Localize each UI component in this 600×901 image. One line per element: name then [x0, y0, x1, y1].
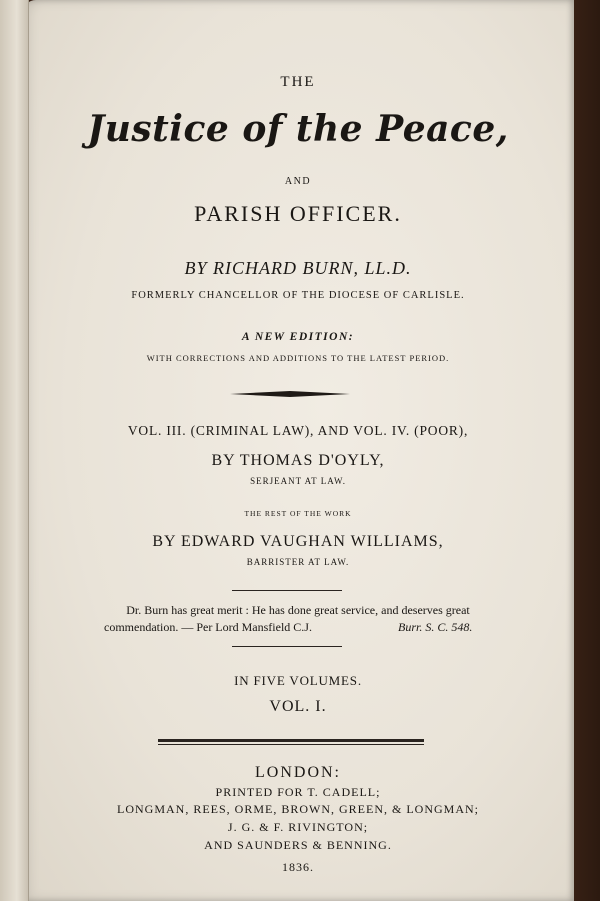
volumes-line: VOL. III. (CRIMINAL LAW), AND VOL. IV. (POOR),	[127, 423, 469, 438]
main-title: Justice of the Peace,	[87, 108, 509, 150]
thin-rule	[158, 744, 424, 745]
printer-line-4: AND SAUNDERS & BENNING.	[204, 838, 392, 852]
volume-number: VOL. I.	[269, 698, 327, 715]
quote-line-2-citation: Burr. S. C. 548.	[398, 620, 473, 634]
and-label: AND	[284, 176, 312, 187]
printer-line-2: LONGMAN, REES, ORME, BROWN, GREEN, & LONGMAN;	[117, 802, 479, 816]
editor1-role: SERJEANT AT LAW.	[250, 476, 346, 486]
printer-line-1: PRINTED FOR T. CADELL;	[215, 785, 381, 799]
quote-line-2-attribution: commendation. — Per Lord Mansfield C.J.	[104, 620, 312, 634]
editor1: BY THOMAS D'OYLY,	[211, 452, 385, 469]
ornamental-rule	[230, 390, 350, 398]
author-role: FORMERLY CHANCELLOR OF THE DIOCESE OF CARLISLE.	[131, 290, 465, 301]
rest-of-work: THE REST OF THE WORK	[244, 509, 352, 518]
thick-rule	[158, 739, 424, 742]
editor2-role: BARRISTER AT LAW.	[246, 557, 350, 567]
short-rule-bottom	[232, 646, 342, 647]
city: LONDON:	[255, 764, 341, 781]
editor2: BY EDWARD VAUGHAN WILLIAMS,	[152, 533, 444, 550]
in-volumes: IN FIVE VOLUMES.	[234, 673, 362, 688]
printer-line-3: J. G. & F. RIVINGTON;	[227, 820, 369, 834]
publication-year: 1836.	[282, 860, 314, 874]
author-line: BY RICHARD BURN, LL.D.	[184, 258, 412, 278]
quote-line-1: Dr. Burn has great merit : He has done great service, and deserves great	[126, 603, 470, 617]
short-rule-top	[232, 590, 342, 591]
subtitle: PARISH OFFICER.	[194, 201, 402, 226]
edition-label: A NEW EDITION:	[241, 331, 355, 343]
edition-note: WITH CORRECTIONS AND ADDITIONS TO THE LATEST PERIOD.	[146, 353, 450, 363]
the-label: THE	[280, 74, 316, 90]
